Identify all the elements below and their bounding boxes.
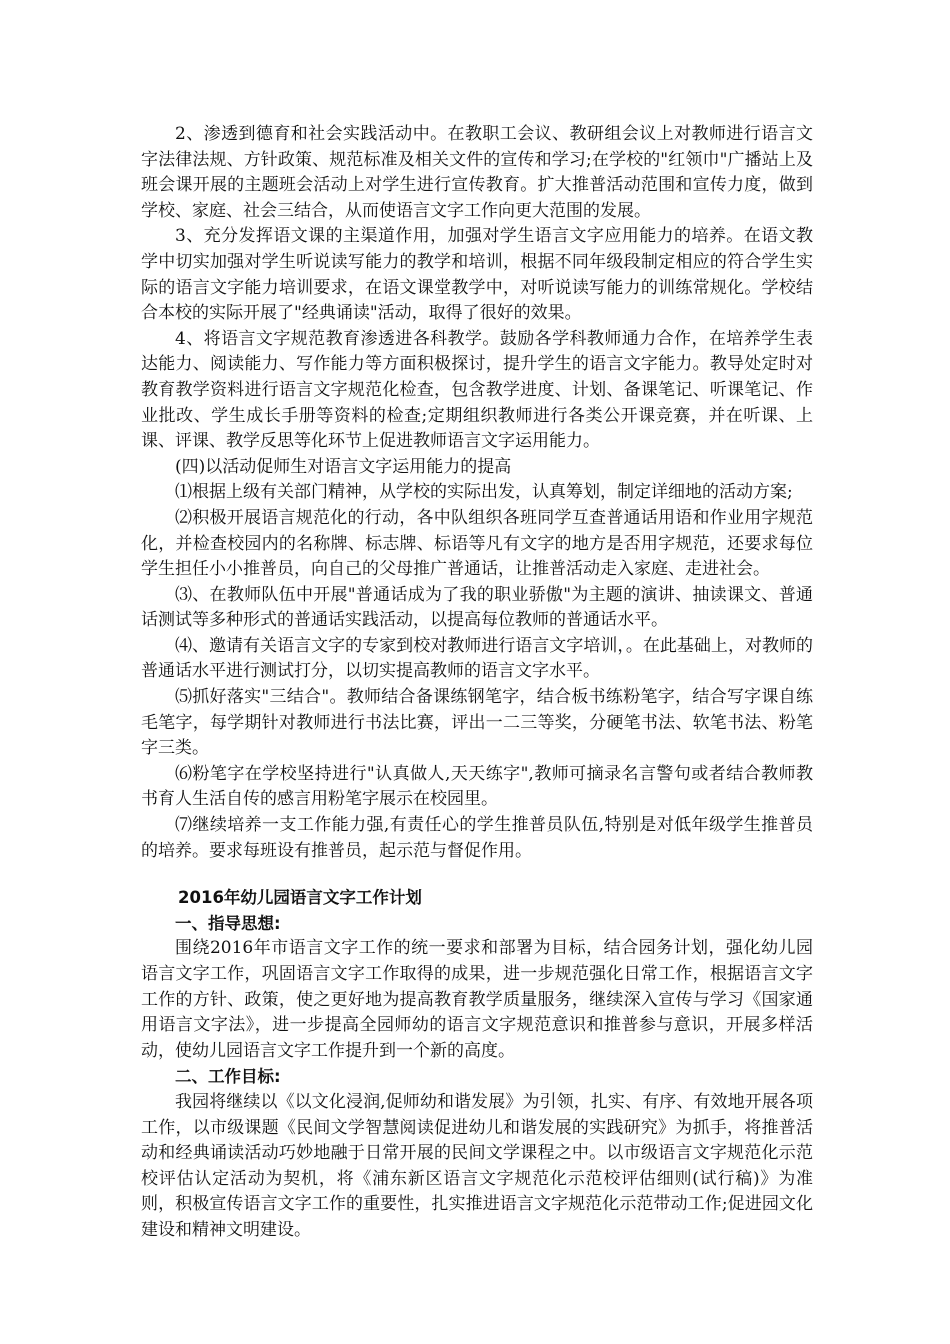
document-page: [141, 122, 813, 1244]
section-spacer: [141, 864, 813, 885]
section-heading-activities: (四)以活动促师生对语言文字运用能力的提高: [175, 456, 512, 477]
paragraph-work-goals: 我园将继续以《以文化浸润,促师幼和谐发展》为引领，扎实、有序、有效地开展各项工作，以市级课题《民间文学智慧阅读促进幼儿和谐发展的实践研究》为抓手，将推普活动和经典诵读活动巧妙地融于日常开展的民间文学课程之中。以市级语言文字规范化示范校评估认定活动为契机，将《浦东新区语言文字规范化示范校评估细则(试行稿)》为准则，积极宣传语言文字工作的重要性，扎实推进语言文字规范化示范带动工作;促进园文化建设和精神文明建设。: [141, 1091, 813, 1240]
list-item-2: ⑵积极开展语言规范化的行动，各中队组织各班同学互查普通话用语和作业用字规范化，并检查校园内的名称牌、标志牌、标语等凡有文字的地方是否用字规范，还要求每位学生担任小小推普员，向自己的父母推广普通话，让推普活动走入家庭、走进社会。: [141, 507, 813, 580]
document-title: 2016年幼儿园语言文字工作计划: [178, 888, 422, 908]
heading-work-goals: 二、工作目标:: [175, 1067, 281, 1087]
list-item-7: ⑺继续培养一支工作能力强,有责任心的学生推普员队伍,特别是对低年级学生推普员的培养。要求每班设有推普员，起示范与督促作用。: [141, 815, 813, 861]
list-item-4: ⑷、邀请有关语言文字的专家到校对教师进行语言文字培训，。在此基础上，对教师的普通话水平进行测试打分，以切实提高教师的语言文字水平。: [141, 635, 813, 682]
list-item-6: ⑹粉笔字在学校坚持进行"认真做人,天天练字",教师可摘录名言警句或者结合教师教书育人生活自传的感言用粉笔字展示在校园里。: [141, 763, 813, 810]
paragraph-guiding-ideology: 围绕2016年市语言文字工作的统一要求和部署为目标，结合园务计划，强化幼儿园语言文字工作，巩固语言文字工作取得的成果，进一步规范强化日常工作，根据语言文字工作的方针、政策，使之更好地为提高教育教学质量服务，继续深入宣传与学习《国家通用语言文字法》，进一步提高全园师幼的语言文字规范意识和推普参与意识，开展多样活动，使幼儿园语言文字工作提升到一个新的高度。: [141, 938, 813, 1061]
list-item-1: ⑴根据上级有关部门精神，从学校的实际出发，认真筹划，制定详细地的活动方案;: [175, 482, 793, 503]
paragraph-moral-education: 2、渗透到德育和社会实践活动中。在教职工会议、教研组会议上对教师进行语言文字法律法规、方针政策、规范标准及相关文件的宣传和学习;在学校的"红领巾"广播站上及班会课开展的主题班会活动上对学生进行宣传教育。扩大推普活动范围和宣传力度，做到学校、家庭、社会三结合，从而使语言文字工作向更大范围的发展。: [141, 124, 813, 221]
list-item-3: ⑶、在教师队伍中开展"普通话成为了我的职业骄傲"为主题的演讲、抽读课文、普通话测试等多种形式的普通话实践活动，以提高每位教师的普通话水平。: [141, 584, 813, 631]
paragraph-chinese-class: 3、充分发挥语文课的主渠道作用，加强对学生语言文字应用能力的培养。在语文教学中切实加强对学生听说读写能力的教学和培训，根据不同年级段制定相应的符合学生实际的语言文字能力培训要求，在语文课堂教学中，对听说读写能力的训练常规化。学校结合本校的实际开展了"经典诵读"活动，取得了很好的效果。: [141, 226, 813, 324]
list-item-5: ⑸抓好落实"三结合"。教师结合备课练钢笔字，结合板书练粉笔字，结合写字课自练毛笔字，每学期针对教师进行书法比赛，评出一二三等奖，分硬笔书法、软笔书法、粉笔字三类。: [141, 687, 813, 759]
paragraph-all-subjects: 4、将语言文字规范教育渗透进各科教学。鼓励各学科教师通力合作，在培养学生表达能力、阅读能力、写作能力等方面积极探讨，提升学生的语言文字能力。教导处定时对教育教学资料进行语言文字规范化检查，包含教学进度、计划、备课笔记、听课笔记、作业批改、学生成长手册等资料的检查;定期组织教师进行各类公开课竞赛，并在听课、上课、评课、教学反思等化环节上促进教师语言文字运用能力。: [141, 328, 813, 452]
heading-guiding-ideology: 一、指导思想:: [175, 913, 281, 933]
